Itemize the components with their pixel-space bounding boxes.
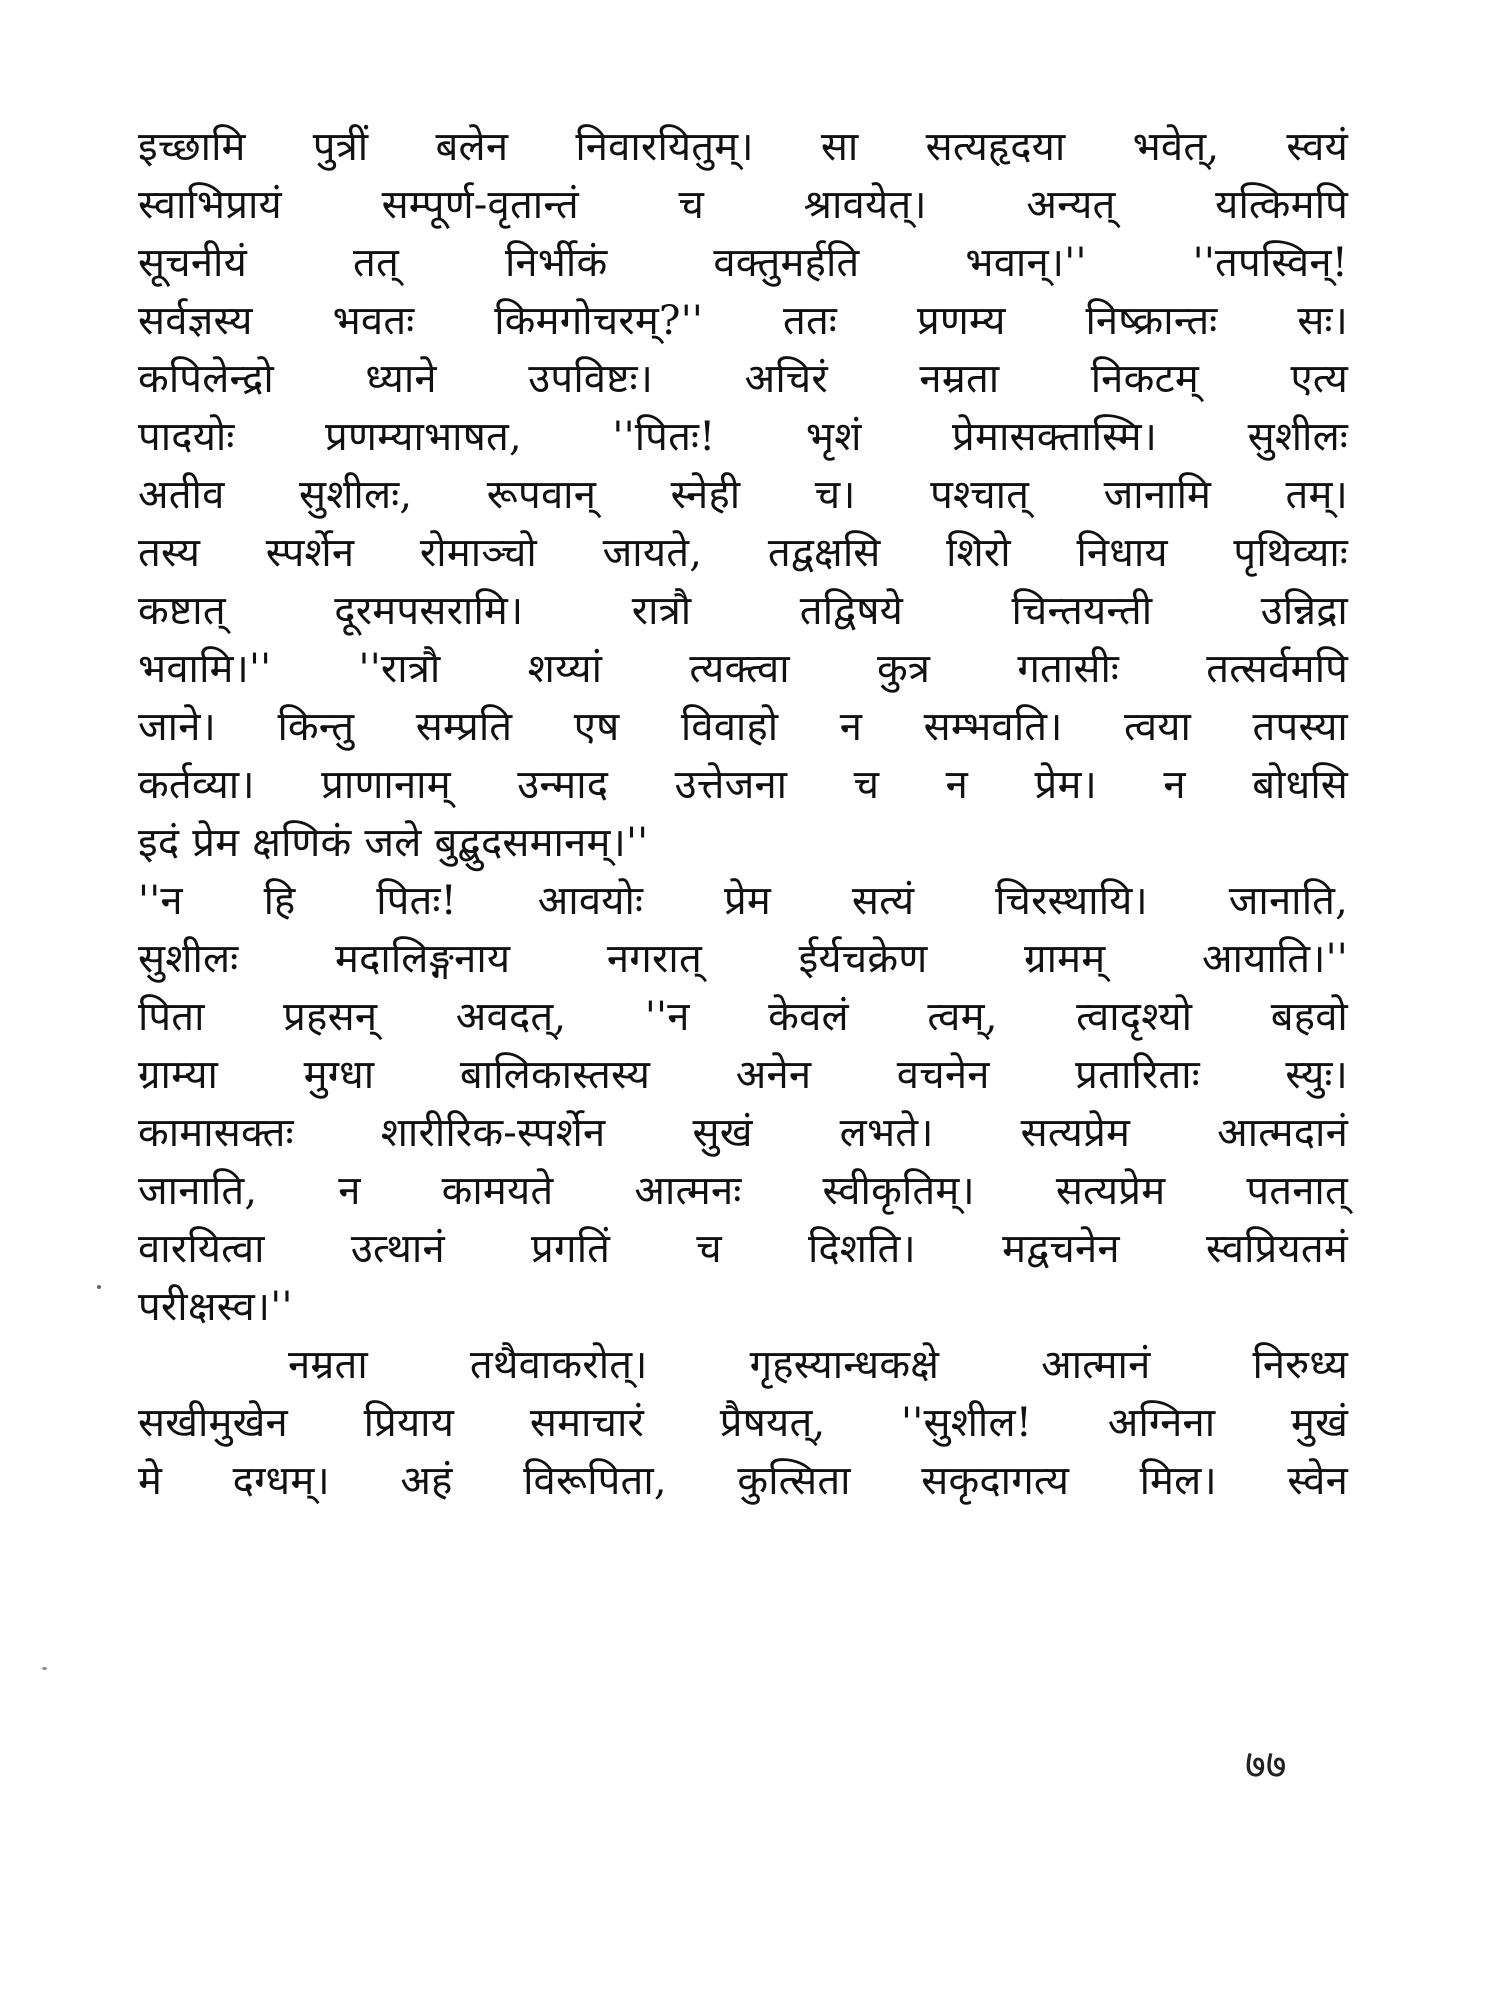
page-number: ७७ xyxy=(1245,1742,1287,1788)
text-line: कष्टात् दूरमपसरामि। रात्रौ तद्विषये चिन्तयन्ती उन्निद्रा xyxy=(138,588,1348,634)
scan-speck xyxy=(42,1667,47,1670)
text-line: इदं प्रेम क्षणिकं जले बुद्बुदसमानम्।'' xyxy=(138,820,649,866)
text-line: सुशीलः मदालिङ्गनाय नगरात् ईर्यचक्रेण ग्रामम् आयाति।'' xyxy=(138,936,1348,982)
text-line: वारयित्वा उत्थानं प्रगतिं च दिशति। मद्वचनेन स्वप्रियतमं xyxy=(138,1226,1348,1272)
text-line: कपिलेन्द्रो ध्याने उपविष्टः। अचिरं नम्रता निकटम् एत्य xyxy=(138,356,1348,402)
text-line: जाने। किन्तु सम्प्रति एष विवाहो न सम्भवति। त्वया तपस्या xyxy=(138,704,1348,750)
text-line: कर्तव्या। प्राणानाम् उन्माद उत्तेजना च न प्रेम। न बोधसि xyxy=(138,762,1348,808)
text-line: भवामि।'' ''रात्रौ शय्यां त्यक्त्वा कुत्र गतासीः तत्सर्वमपि xyxy=(138,646,1348,692)
text-line: अतीव सुशीलः, रूपवान् स्नेही च। पश्चात् जानामि तम्। xyxy=(138,472,1348,518)
text-line: कामासक्तः शारीरिक-स्पर्शेन सुखं लभते। सत्यप्रेम आत्मदानं xyxy=(138,1110,1348,1156)
body-text xyxy=(138,118,1348,1510)
text-line: ''न हि पितः! आवयोः प्रेम सत्यं चिरस्थायि। जानाति, xyxy=(138,878,1348,924)
text-line: परीक्षस्व।'' xyxy=(138,1284,293,1330)
text-line: ग्राम्या मुग्धा बालिकास्तस्य अनेन वचनेन प्रतारिताः स्युः। xyxy=(138,1052,1348,1098)
text-line: पिता प्रहसन् अवदत्, ''न केवलं त्वम्, त्वादृश्यो बहवो xyxy=(138,994,1348,1040)
text-line: पादयोः प्रणम्याभाषत, ''पितः! भृशं प्रेमासक्तास्मि। सुशीलः xyxy=(138,414,1348,460)
text-line: जानाति, न कामयते आत्मनः स्वीकृतिम्। सत्यप्रेम पतनात् xyxy=(138,1168,1348,1214)
text-line: सूचनीयं तत् निर्भीकं वक्तुमर्हति भवान्।'' ''तपस्विन्! xyxy=(138,240,1348,286)
text-line: तस्य स्पर्शेन रोमाञ्चो जायते, तद्वक्षसि शिरो निधाय पृथिव्याः xyxy=(138,530,1348,576)
text-line: सखीमुखेन प्रियाय समाचारं प्रैषयत्, ''सुशील! अग्निना मुखं xyxy=(138,1400,1348,1446)
text-line: इच्छामि पुत्रीं बलेन निवारयितुम्। सा सत्यहृदया भवेत्, स्वयं xyxy=(138,124,1348,170)
text-line: सर्वज्ञस्य भवतः किमगोचरम्?'' ततः प्रणम्य निष्क्रान्तः सः। xyxy=(138,298,1348,344)
text-line: नम्रता तथैवाकरोत्। गृहस्यान्धकक्षे आत्मानं निरुध्य xyxy=(288,1342,1348,1388)
text-line: मे दग्धम्। अहं विरूपिता, कुत्सिता सकृदागत्य मिल। स्वेन xyxy=(138,1458,1348,1504)
scan-speck xyxy=(97,1285,101,1289)
text-line: स्वाभिप्रायं सम्पूर्ण-वृतान्तं च श्रावयेत्। अन्यत् यत्किमपि xyxy=(138,182,1348,228)
